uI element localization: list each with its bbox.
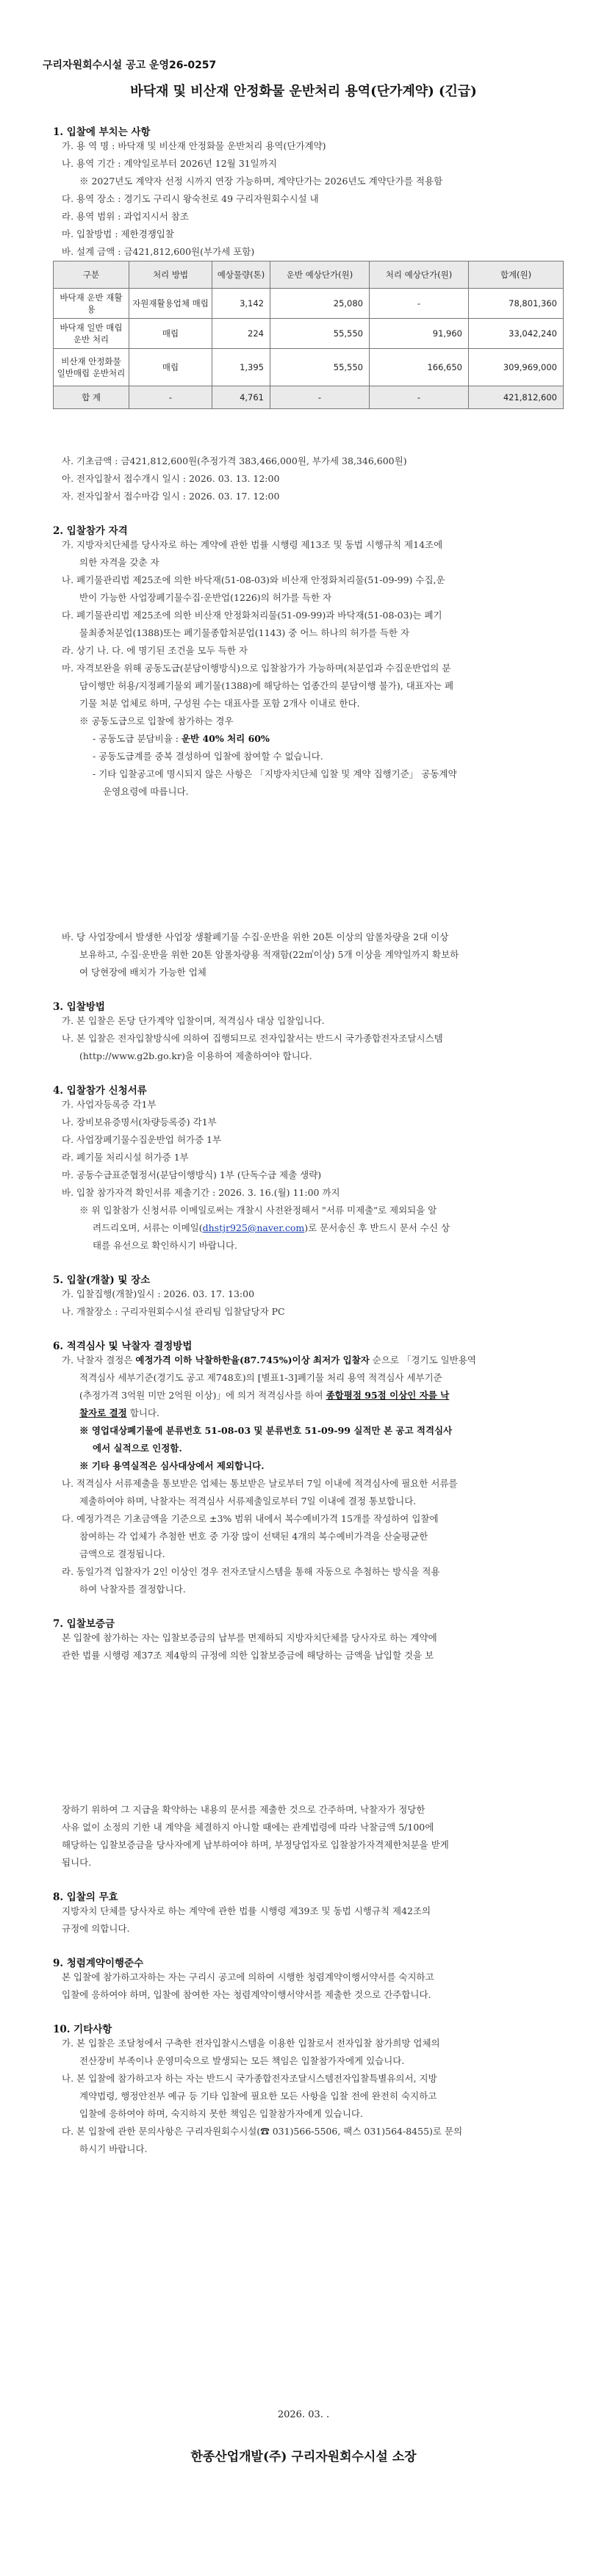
award-text: 적격심사 세부기준(경기도 공고 제748호)의 [별표1-3]폐기물 처리 용역 적격심사 세부기준 (79, 1372, 442, 1383)
required-document: 나. 장비보유증명서(차량등록증) 각1부 (62, 1116, 217, 1128)
misc-text: 가. 본 입찰은 조달청에서 구축한 전자입찰시스템을 이용한 입찰로서 전자입찰 참가희망 업체의 (62, 2038, 440, 2049)
cell-quantity: 224 (212, 319, 270, 349)
award-text: (추정가격 3억원 미만 2억원 이상)」에 의거 적격심사를 하여 (79, 1390, 326, 1401)
misc-text: 하시기 바랍니다. (79, 2143, 148, 2154)
cell-method: 매립 (129, 319, 212, 349)
joint-ratio-value: 운반 40% 처리 60% (181, 733, 270, 744)
award-text: 순으로 「경기도 일반용역 (369, 1354, 476, 1365)
qualification-text: 기물 처분 업체로 하며, 구성원 수는 대표사를 포함 2개사 이내로 한다. (79, 698, 360, 709)
award-text: 가. 낙찰자 결정은 (62, 1354, 136, 1365)
award-text: 다. 예정가격은 기초금액을 기준으로 ±3% 범위 내에서 복수예비가격 15개를 작성하여 입찰에 (62, 1513, 439, 1524)
email-note: ※ 위 입찰참가 신청서류 이메일로써는 개찰시 사전완정해서 "서류 미제출"로 제외되을 알 (79, 1205, 437, 1216)
joint-note-item: 운영요령에 따릅니다. (103, 786, 189, 797)
total-method: - (129, 386, 212, 409)
col-header: 예상물량(톤) (212, 261, 270, 289)
required-document: 마. 공동수급표준협정서(분담이행방식) 1부 (단독수급 제출 생략) (62, 1169, 322, 1180)
integrity-text: 본 입찰에 참가하고자하는 자는 구리시 공고에 의하여 시행한 청렴계약이행서약서를 숙지하고 (62, 1971, 434, 1982)
award-text: 제출하여야 하며, 낙찰자는 적격심사 서류제출일로부터 7일 이내에 결정 통보합니다. (79, 1496, 417, 1507)
cell-method: 자원재활용업체 매립 (129, 289, 212, 319)
misc-text: 입찰에 응하여야 하며, 숙지하지 못한 책임은 입찰참가자에게 있습니다. (79, 2108, 363, 2119)
opening-place: 나. 개찰장소 : 구리자원회수시설 관리팀 입찰담당자 PC (62, 1306, 285, 1317)
total-treatment: - (370, 386, 469, 409)
col-header: 합계(원) (469, 261, 564, 289)
bond-text: 장하기 위하여 그 지급을 확약하는 내용의 문서를 제출한 것으로 간주하며, 낙찰자가 정당한 (62, 1804, 425, 1815)
award-method-line (79, 1387, 563, 1404)
award-text: 합니다. (126, 1407, 159, 1418)
qualification-text: 담이행만 허용/지정폐기물외 폐기물(1388)에 해당하는 업종간의 분담이행 불가), 대표자는 폐 (79, 680, 454, 691)
section-3-heading: 3. 입찰방법 (53, 1001, 105, 1013)
qualification-text: 마. 자격보완을 위해 공동도급(분담이행방식)으로 입찰참가가 가능하며(처분업과 수집운반업의 분 (62, 663, 451, 674)
notice-title: 바닥재 및 비산재 안정화물 운반처리 용역(단가계약) (긴급) (130, 84, 477, 99)
award-score: 종합평점 95점 이상인 자를 낙 (326, 1390, 450, 1401)
qualification-text: 보유하고, 수집·운반을 위한 20톤 암롤차량용 적재함(22㎥이상) 5개 이상을 계약일까지 확보하 (79, 949, 459, 960)
performance-note (79, 1422, 563, 1440)
award-criteria: 예정가격 이하 낙찰하한율(87.745%)이상 최저가 입찰자 (135, 1354, 370, 1365)
qualification-text: 나. 폐기물관리법 제25조에 의한 바닥재(51-08-03)와 비산재 안정화처리물(51-09-99) 수집,운 (62, 574, 445, 585)
bid-method: 마. 입찰방법 : 제한경쟁입찰 (62, 228, 174, 239)
section-7-heading: 7. 입찰보증금 (53, 1618, 115, 1630)
section-9-heading: 9. 청렴계약이행준수 (53, 1958, 144, 1969)
total-label: 합 계 (54, 386, 129, 409)
qualification-text: 바. 당 사업장에서 발생한 사업장 생활폐기물 수집·운반을 위한 20톤 이상의 암롤차량을 2대 이상 (62, 931, 449, 942)
performance-note (93, 1440, 563, 1457)
cell-method: 매립 (129, 349, 212, 386)
period-note: ※ 2027년도 계약자 선정 시까지 연장 가능하며, 계약단가는 2026년도 계약단가를 적용함 (79, 176, 443, 187)
bid-method-text: 가. 본 입찰은 돈당 단가계약 입찰이며, 적격심사 대상 입찰입니다. (62, 1015, 325, 1026)
section-2-heading: 2. 입찰참가 자격 (53, 525, 128, 537)
section-6-heading: 6. 적격심사 및 낙찰자 결정방법 (53, 1341, 193, 1352)
joint-ratio-line (93, 730, 563, 748)
bond-text: 사유 없이 소정의 기한 내 계약을 체결하지 아니할 때에는 관계법령에 따라 낙찰금액 5/100에 (62, 1822, 434, 1833)
col-header: 운반 예상단가(원) (270, 261, 370, 289)
bond-text: 관한 법률 시행령 제37조 제4항의 규정에 의한 입찰보증금에 해당하는 금액을 납입할 것을 보 (62, 1650, 434, 1661)
opening-time: 가. 입찰집행(개찰)일시 : 2026. 03. 17. 13:00 (62, 1288, 255, 1299)
required-document: 가. 사업자등록증 각1부 (62, 1099, 157, 1110)
qualification-text: 물최종처분업(1388)또는 폐기물종합처분업(1143) 중 어느 하나의 허가를 득한 자 (79, 627, 410, 638)
award-method-line (62, 1352, 563, 1369)
cell-category: 바닥재 운반 재활용 (54, 289, 129, 319)
performance-note-text: ※ 영업대상폐기물에 분류번호 51-08-03 및 분류번호 51-09-99 실적만 본 공고 적격심사 (79, 1425, 453, 1436)
table-row (54, 319, 564, 349)
joint-ratio-label: - 공동도급 분담비율 : (93, 733, 182, 744)
cell-treatment-price: 91,960 (370, 319, 469, 349)
base-amount: 사. 기초금액 : 금421,812,600원(추정가격 383,466,000원, 부가세 38,346,600원) (62, 455, 407, 466)
service-name: 가. 용 역 명 : 바닥재 및 비산재 안정화물 운반처리 용역(단가계약) (62, 140, 326, 151)
cell-quantity: 1,395 (212, 349, 270, 386)
col-header: 처리 예상단가(원) (370, 261, 469, 289)
col-header: 구분 (54, 261, 129, 289)
joint-contract-note: ※ 공동도급으로 입찰에 참가하는 경우 (79, 715, 234, 726)
award-text: 나. 적격심사 서류제출을 통보받은 업체는 통보받은 날로부터 7일 이내에 적격심사에 필요한 서류를 (62, 1478, 458, 1489)
total-sum: 421,812,600 (469, 386, 564, 409)
cell-treatment-price: 166,650 (370, 349, 469, 386)
qualification-text: 여 당현장에 배치가 가능한 업체 (79, 967, 206, 978)
qualification-text: 다. 폐기물관리법 제25조에 의한 비산재 안정화처리물(51-09-99)과 바닥재(51-08-03)는 폐기 (62, 610, 442, 621)
bid-method-text: (http://www.g2b.go.kr)을 이용하여 제출하여야 합니다. (79, 1050, 312, 1061)
performance-note-text: ※ 기타 용역실적은 심사대상에서 제외합니다. (79, 1460, 265, 1471)
section-10-heading: 10. 기타사항 (53, 2024, 112, 2035)
qualification-text: 라. 상기 나. 다. 에 명기된 조건을 모두 득한 자 (62, 645, 248, 656)
award-text: 하여 낙찰자를 결정합니다. (79, 1584, 186, 1595)
cell-quantity: 3,142 (212, 289, 270, 319)
cell-sum: 309,969,000 (469, 349, 564, 386)
required-document: 다. 사업장폐기물수집운반업 허가증 1부 (62, 1134, 222, 1145)
cell-sum: 33,042,240 (469, 319, 564, 349)
table-total-row (54, 386, 564, 409)
email-note-text: )로 문서송신 후 반드시 문서 수신 상 (304, 1222, 450, 1233)
cell-transport-price: 55,550 (270, 319, 370, 349)
invalid-text: 규정에 의합니다. (62, 1923, 130, 1934)
col-header: 처리 방법 (129, 261, 212, 289)
cost-table (53, 261, 564, 409)
section-5-heading: 5. 입찰(개찰) 및 장소 (53, 1274, 151, 1286)
section-8-heading: 8. 입찰의 무효 (53, 1891, 118, 1903)
qualification-text: 의한 자격을 갖춘 자 (79, 557, 159, 568)
bid-open-time: 아. 전자입찰서 접수개시 일시 : 2026. 03. 13. 12:00 (62, 473, 280, 484)
total-quantity: 4,761 (212, 386, 270, 409)
misc-text: 전산장비 부족이나 운영미숙으로 발생되는 모든 책임은 입찰참가자에게 있습니다. (79, 2055, 405, 2066)
joint-note-item: - 공동도급계를 중복 결성하여 입찰에 참여할 수 없습니다. (93, 751, 323, 762)
award-text: 참여하는 각 업체가 추첨한 번호 중 가장 많이 선택된 4개의 복수예비가격을 산술평균한 (79, 1531, 428, 1542)
bond-text: 해당하는 입찰보증금을 당사자에게 납부하여야 하며, 부정당업자로 입찰참가자격제한처분을 받게 (62, 1839, 449, 1850)
table-row (54, 349, 564, 386)
cell-category: 바닥재 일반 매립 운반 처리 (54, 319, 129, 349)
bid-method-text: 나. 본 입찰은 전자입찰방식에 의하여 집행되므로 전자입찰서는 반드시 국가종합전자조달시스템 (62, 1033, 443, 1044)
contact-email-link[interactable]: dhstjr925@naver.com (202, 1222, 305, 1233)
performance-note-text: 에서 실적으로 인정함. (93, 1443, 182, 1454)
section-1-heading: 1. 입찰에 부치는 사항 (53, 126, 151, 138)
award-text: 라. 동일가격 입찰자가 2인 이상인 경우 전자조달시스템을 통해 자동으로 추첨하는 방식을 적용 (62, 1566, 440, 1577)
qualification-text: 반이 가능한 사업장폐기물수집·운반업(1226)의 허가를 득한 자 (79, 592, 332, 603)
issuer-signature: 한종산업개발(주) 구리자원회수시설 소장 (190, 2450, 417, 2464)
misc-text: 나. 본 입찰에 참가하고자 하는 자는 반드시 국가종합전자조달시스템전자입찰특별유의서, 지방 (62, 2073, 437, 2084)
cell-treatment-price: - (370, 289, 469, 319)
award-method-line (79, 1404, 563, 1422)
cell-sum: 78,801,360 (469, 289, 564, 319)
email-note-line (93, 1219, 563, 1237)
joint-note-item: - 기타 입찰공고에 명시되지 않은 사항은 「지방자치단체 입찰 및 계약 집행기준」 공동계약 (93, 768, 457, 779)
qualification-text: 가. 지방자치단체를 당사자로 하는 계약에 관한 법률 시행령 제13조 및 동법 시행규칙 제14조에 (62, 539, 443, 550)
cell-transport-price: 55,550 (270, 349, 370, 386)
email-note: 태를 유선으로 확인하시기 바랍니다. (93, 1240, 238, 1251)
table-header-row (54, 261, 564, 289)
notice-date: 2026. 03. . (277, 2409, 330, 2420)
cell-category: 비산재 안정화물 일반매립 운반처리 (54, 349, 129, 386)
misc-text: 계약법령, 행정안전부 예규 등 기타 입찰에 필요한 모든 사항을 입찰 전에 완전히 숙지하고 (79, 2090, 437, 2101)
service-scope: 라. 용역 범위 : 과업지시서 참조 (62, 211, 189, 222)
award-score: 찰자로 결정 (79, 1407, 127, 1418)
service-period: 나. 용역 기간 : 계약일로부터 2026년 12월 31일까지 (62, 158, 277, 169)
service-location: 다. 용역 장소 : 경기도 구리시 왕숙천로 49 구리자원회수시설 내 (62, 193, 319, 204)
invalid-text: 지방자치 단체를 당사자로 하는 계약에 관한 법률 시행령 제39조 및 동법 시행규칙 제42조의 (62, 1905, 431, 1916)
submission-deadline: 바. 입찰 참가자격 확인서류 제출기간 : 2026. 3. 16.(월) 11:00 까지 (62, 1187, 340, 1198)
bid-close-time: 자. 전자입찰서 접수마감 일시 : 2026. 03. 17. 12:00 (62, 491, 280, 502)
notice-number: 구리자원회수시설 공고 운영26-0257 (43, 59, 217, 71)
bond-text: 됩니다. (62, 1857, 92, 1868)
integrity-text: 입찰에 응하여야 하며, 입찰에 참여한 자는 청렴계약이행서약서를 제출한 것으로 간주합니다. (62, 1989, 431, 2000)
section-4-heading: 4. 입찰참가 신청서류 (53, 1085, 147, 1097)
misc-text: 다. 본 입찰에 관한 문의사항은 구리자원회수시설(☎ 031)566-5506, 팩스 031)564-8455)로 문의 (62, 2126, 463, 2137)
bond-text: 본 입찰에 참가하는 자는 입찰보증금의 납부를 면제하되 지방자치단체를 당사자로 하는 계약에 (62, 1632, 437, 1643)
award-text: 금액으로 결정됩니다. (79, 1548, 165, 1559)
email-note-text: 려드리오며, 서류는 이메일( (93, 1222, 203, 1233)
table-row (54, 289, 564, 319)
required-document: 라. 폐기물 처리시설 허가증 1부 (62, 1152, 189, 1163)
total-transport: - (270, 386, 370, 409)
performance-note (79, 1457, 563, 1475)
cell-transport-price: 25,080 (270, 289, 370, 319)
design-amount: 바. 설계 금액 : 금421,812,600원(부가세 포함) (62, 246, 255, 257)
